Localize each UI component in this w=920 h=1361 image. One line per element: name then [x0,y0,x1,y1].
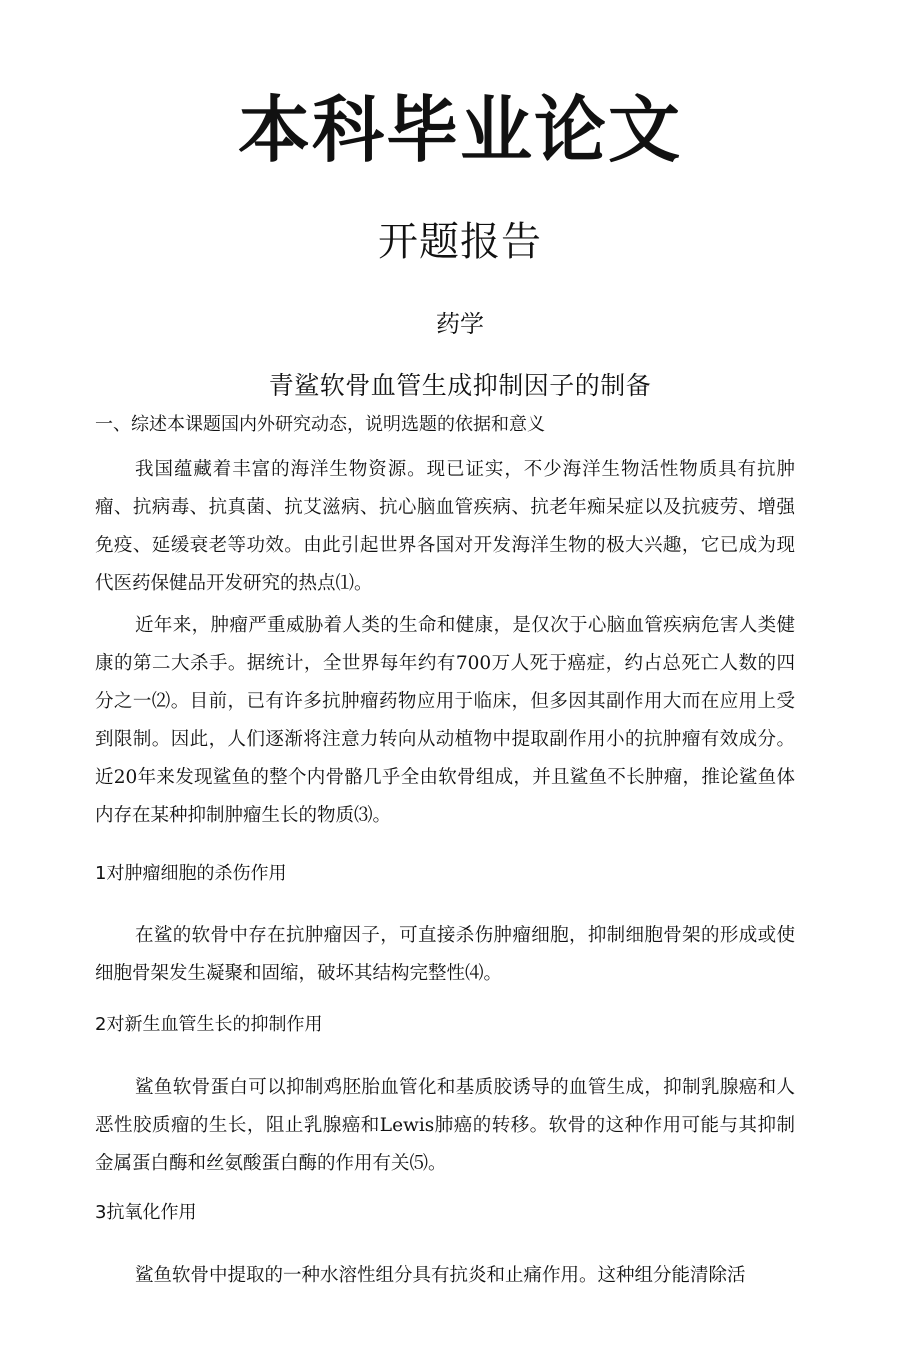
subsection-heading: 1对肿瘤细胞的杀伤作用 [95,863,287,884]
body-paragraph: 鲨鱼软骨蛋白可以抑制鸡胚胎血管化和基质胶诱导的血管生成，抑制乳腺癌和人恶性胶质瘤的生长，阻止乳腺癌和Lewis肺癌的转移。软骨的这种作用可能与其抑制金属蛋白酶和丝氨酸蛋白酶的作用有关⑸。 [95,1077,795,1174]
subsection-heading: 2对新生血管生长的抑制作用 [95,1014,323,1035]
body-paragraph: 鲨鱼软骨中提取的一种水溶性组分具有抗炎和止痛作用。这种组分能清除活 [135,1265,746,1286]
document-subtitle: 开题报告 [378,219,542,265]
section-heading: 一、综述本课题国内外研究动态，说明选题的依据和意义 [95,414,545,435]
thesis-title: 青鲨软骨血管生成抑制因子的制备 [268,371,652,400]
body-paragraph: 近年来，肿瘤严重威胁着人类的生命和健康，是仅次于心脑血管疾病危害人类健康的第二大杀手。据统计，全世界每年约有700万人死于癌症，约占总死亡人数的四分之一⑵。目前，已有许多抗肿瘤药物应用于临床，但多因其副作用大而在应用上受到限制。因此，人们逐渐将注意力转向从动植物中提取副作用小的抗肿瘤有效成分。近20年来发现鲨鱼的整个内骨骼几乎全由软骨组成，并且鲨鱼不长肿瘤，推论鲨鱼体内存在某种抑制肿瘤生长的物质⑶。 [95,615,795,826]
subsection-heading: 3抗氧化作用 [95,1202,197,1223]
major-label: 药学 [436,310,484,338]
body-paragraph: 在鲨的软骨中存在抗肿瘤因子，可直接杀伤肿瘤细胞，抑制细胞骨架的形成或使细胞骨架发生凝聚和固缩，破坏其结构完整性⑷。 [95,925,795,984]
body-paragraph: 我国蕴藏着丰富的海洋生物资源。现已证实，不少海洋生物活性物质具有抗肿瘤、抗病毒、抗真菌、抗艾滋病、抗心脑血管疾病、抗老年痴呆症以及抗疲劳、增强免疫、延缓衰老等功效。由此引起世界各国对开发海洋生物的极大兴趣，它已成为现代医药保健品开发研究的热点⑴。 [95,459,795,594]
document-title: 本科毕业论文 [237,88,682,172]
